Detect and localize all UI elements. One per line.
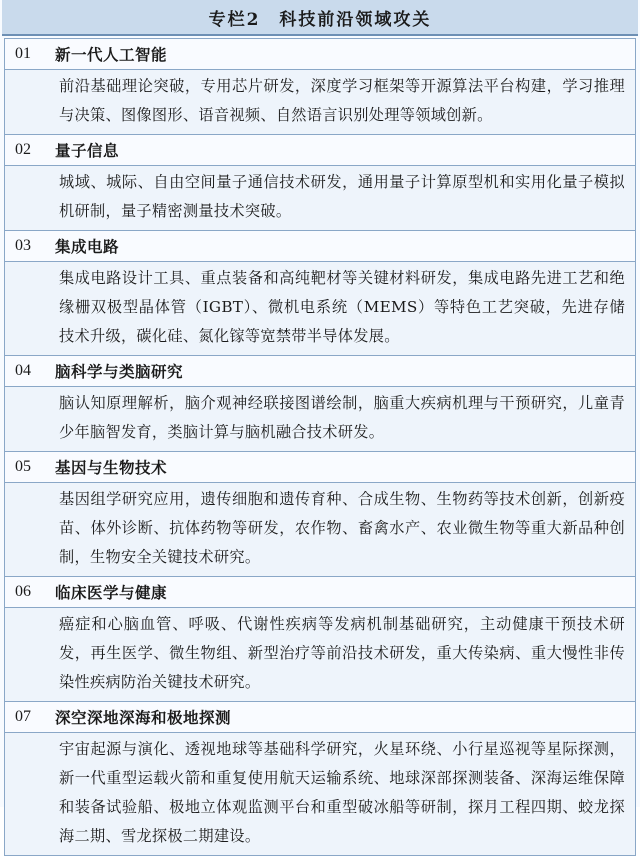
section-body: 癌症和心脑血管、呼吸、代谢性疾病等发病机制基础研究，主动健康干预技术研发，再生医学、微生物组、新型治疗等前沿技术研发，重大传染病、重大慢性非传染性疾病防治关键技术研究。 <box>5 608 635 701</box>
section-title: 量子信息 <box>55 141 120 160</box>
section-number: 05 <box>15 458 31 475</box>
section-title: 脑科学与类脑研究 <box>55 362 184 381</box>
section-number: 06 <box>15 583 31 600</box>
section-body: 集成电路设计工具、重点装备和高纯靶材等关键材料研发，集成电路先进工艺和绝缘栅双极型晶体管（IGBT）、微机电系统（MEMS）等特色工艺突破，先进存储技术升级，碳化硅、氮化镓等宽禁带半导体发展。 <box>5 262 635 355</box>
section-header <box>5 39 635 70</box>
section-quantum <box>4 135 636 231</box>
section-number: 02 <box>15 141 31 158</box>
section-header <box>5 577 635 608</box>
section-clinical <box>4 577 636 702</box>
section-header <box>5 702 635 733</box>
section-title: 新一代人工智能 <box>55 45 168 64</box>
section-exploration <box>4 702 636 856</box>
section-brain <box>4 356 636 452</box>
section-title: 临床医学与健康 <box>55 583 168 602</box>
section-header <box>5 135 635 166</box>
section-body: 城域、城际、自由空间量子通信技术研发，通用量子计算原型机和实用化量子模拟机研制，量子精密测量技术突破。 <box>5 166 635 230</box>
section-number: 07 <box>15 708 31 725</box>
section-body: 宇宙起源与演化、透视地球等基础科学研究，火星环绕、小行星巡视等星际探测，新一代重型运载火箭和重复使用航天运输系统、地球深部探测装备、深海运维保障和装备试验船、极地立体观监测平台和重型破冰船等研制，探月工程四期、蛟龙探海二期、雪龙探极二期建设。 <box>5 733 635 855</box>
page-title: 专栏2 科技前沿领域攻关 <box>2 0 638 36</box>
section-header <box>5 231 635 262</box>
section-ic <box>4 231 636 356</box>
section-title: 集成电路 <box>55 237 120 256</box>
section-number: 04 <box>15 362 31 379</box>
section-ai <box>4 38 636 135</box>
section-title: 深空深地深海和极地探测 <box>55 708 232 727</box>
sections-table <box>4 38 636 856</box>
section-body: 前沿基础理论突破，专用芯片研发，深度学习框架等开源算法平台构建，学习推理与决策、图像图形、语音视频、自然语言识别处理等领域创新。 <box>5 70 635 134</box>
section-header <box>5 452 635 483</box>
section-title: 基因与生物技术 <box>55 458 168 477</box>
section-number: 03 <box>15 237 31 254</box>
section-gene <box>4 452 636 577</box>
section-number: 01 <box>15 45 31 62</box>
section-body: 基因组学研究应用，遗传细胞和遗传育种、合成生物、生物药等技术创新，创新疫苗、体外诊断、抗体药物等研发，农作物、畜禽水产、农业微生物等重大新品种创制，生物安全关键技术研究。 <box>5 483 635 576</box>
section-header <box>5 356 635 387</box>
section-body: 脑认知原理解析，脑介观神经联接图谱绘制，脑重大疾病机理与干预研究，儿童青少年脑智发育，类脑计算与脑机融合技术研发。 <box>5 387 635 451</box>
